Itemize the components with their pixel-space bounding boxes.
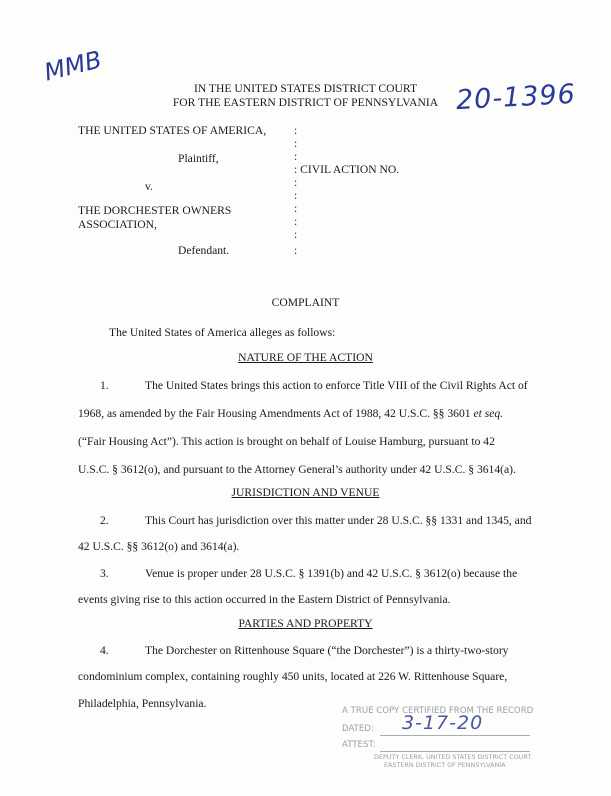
defendant-name-line2: ASSOCIATION, — [78, 218, 157, 231]
caption-colon: : — [294, 176, 298, 189]
plaintiff-name: THE UNITED STATES OF AMERICA, — [78, 124, 267, 137]
court-name-line1: IN THE UNITED STATES DISTRICT COURT — [193, 82, 418, 95]
caption-colon: : — [294, 124, 298, 137]
caption-colon: : — [294, 215, 298, 228]
civil-action-label: : CIVIL ACTION NO. — [294, 163, 400, 176]
stamp-dated-label: DATED: — [342, 724, 374, 734]
caption-colon: : — [294, 150, 298, 163]
paragraph-number: 2. — [100, 514, 109, 527]
stamp-footer-line1: DEPUTY CLERK, UNITED STATES DISTRICT COURT — [374, 753, 532, 761]
stamp-attest-line — [380, 751, 530, 752]
paragraph-3-line: Venue is proper under 28 U.S.C. § 1391(b) and 42 U.S.C. § 3612(o) because the — [145, 567, 518, 580]
court-name-line2: FOR THE EASTERN DISTRICT OF PENNSYLVANIA — [172, 96, 439, 109]
document-title: COMPLAINT — [271, 296, 340, 309]
defendant-role: Defendant. — [178, 244, 230, 257]
intro-sentence: The United States of America alleges as follows: — [109, 326, 336, 339]
caption-colon: : — [294, 137, 298, 150]
defendant-name-line1: THE DORCHESTER OWNERS — [78, 204, 232, 217]
certification-stamp — [340, 700, 550, 778]
paragraph-4-line: Philadelphia, Pennsylvania. — [78, 697, 207, 710]
section-heading-parties: PARTIES AND PROPERTY — [238, 617, 373, 630]
stamp-attest-label: ATTEST: — [342, 740, 376, 750]
paragraph-number: 1. — [100, 379, 109, 392]
paragraph-1-text: 1968, as amended by the Fair Housing Amendments Act of 1988, 42 U.S.C. §§ 3601 — [78, 407, 474, 420]
caption-colon: : — [294, 202, 298, 215]
paragraph-1-line: (“Fair Housing Act”). This action is brought on behalf of Louise Hamburg, pursuant to 42 — [78, 435, 495, 448]
et-seq-italic: et seq. — [473, 407, 504, 420]
caption-colon: : — [294, 189, 298, 202]
handwritten-case-number: 20-1396 — [455, 78, 577, 117]
paragraph-1-line: The United States brings this action to enforce Title VIII of the Civil Rights Act of — [145, 379, 528, 392]
plaintiff-role: Plaintiff, — [178, 152, 219, 165]
paragraph-1-line: U.S.C. § 3612(o), and pursuant to the Attorney General’s authority under 42 U.S.C. § 3614(a). — [78, 463, 516, 476]
caption-colon: : — [294, 228, 298, 241]
paragraph-number: 4. — [100, 644, 109, 657]
stamp-footer-line2: EASTERN DISTRICT OF PENNSYLVANIA — [384, 761, 506, 769]
paragraph-number: 3. — [100, 567, 109, 580]
handwritten-initials: MMB — [41, 45, 105, 87]
section-heading-jurisdiction: JURISDICTION AND VENUE — [231, 486, 380, 499]
versus: v. — [145, 180, 153, 193]
paragraph-3-line: events giving rise to this action occurred in the Eastern District of Pennsylvania. — [78, 593, 451, 606]
stamp-dated-line — [380, 735, 530, 736]
paragraph-2-line: 42 U.S.C. §§ 3612(o) and 3614(a). — [78, 540, 240, 553]
caption-colon: : — [294, 244, 298, 257]
paragraph-2-line: This Court has jurisdiction over this matter under 28 U.S.C. §§ 1331 and 1345, and — [145, 514, 532, 527]
paragraph-1-line — [78, 407, 503, 420]
paragraph-4-line: condominium complex, containing roughly 450 units, located at 226 W. Rittenhouse Square, — [78, 670, 508, 683]
section-heading-nature: NATURE OF THE ACTION — [238, 351, 373, 364]
stamp-header: A TRUE COPY CERTIFIED FROM THE RECORD — [342, 706, 534, 716]
handwritten-stamp-date: 3-17-20 — [402, 712, 484, 734]
paragraph-4-line: The Dorchester on Rittenhouse Square (“the Dorchester”) is a thirty-two-story — [145, 644, 509, 657]
